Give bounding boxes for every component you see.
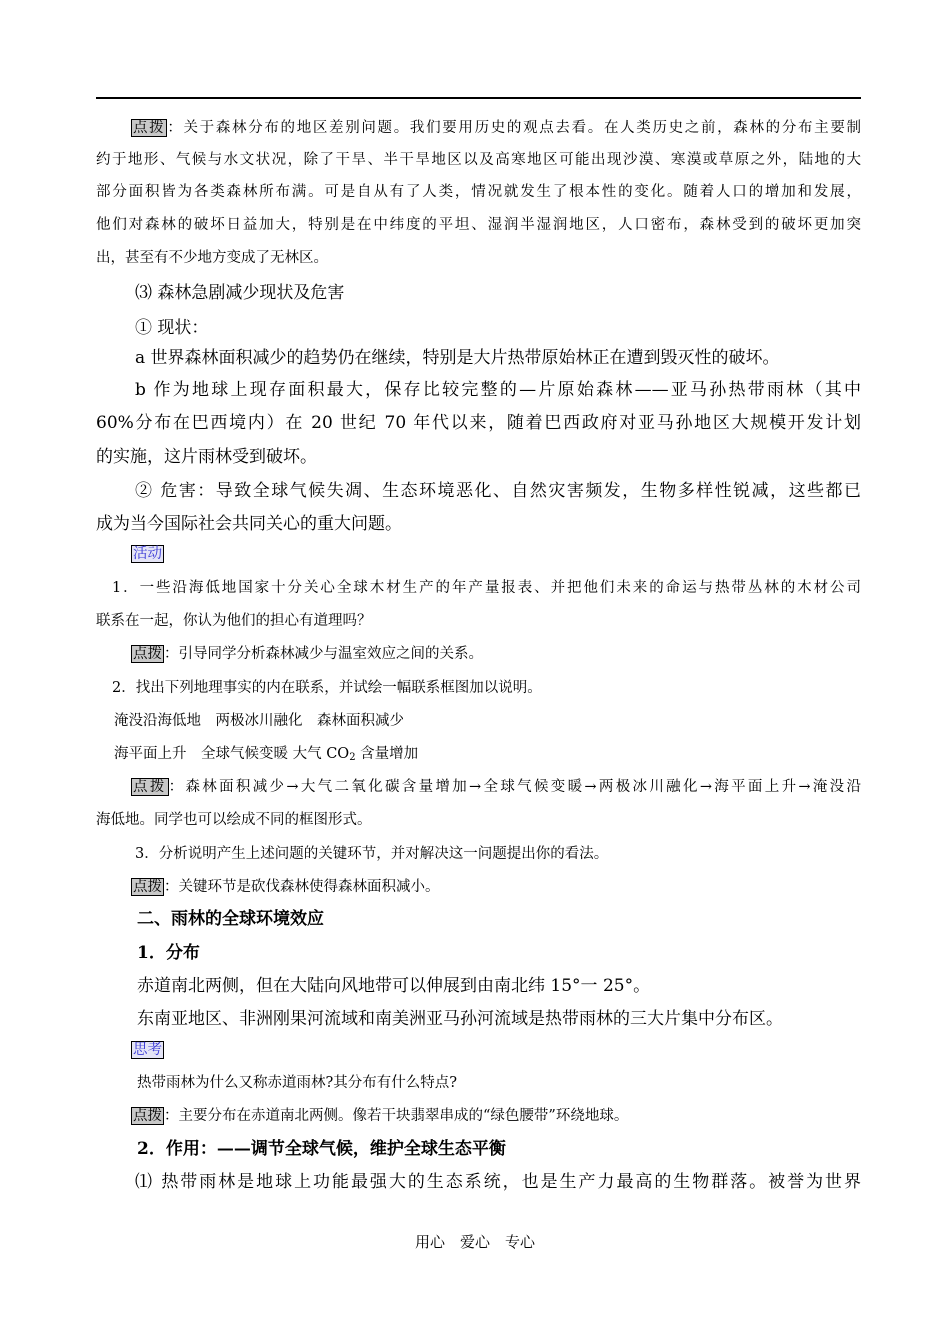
answer-line: 点拨 ：主要分布在赤道南北两侧。像若干块翡翠串成的“绿色腰带”环绕地球。 bbox=[133, 1108, 629, 1124]
question-line: 联系在一起，你认为他们的担心有道理吗？ bbox=[96, 613, 372, 629]
facts-line: 淹没沿海低地 两极冰川融化 森林面积减少 bbox=[114, 713, 404, 729]
subsection-heading: ① 现状： bbox=[135, 318, 209, 338]
answer-line: 点拨 ：关键环节是砍伐森林使得森林面积减小。 bbox=[133, 879, 440, 895]
body-line: 的实施，这片雨林受到破坏。 bbox=[96, 447, 317, 467]
page-footer: 用心 爱心 专心 bbox=[414, 1233, 535, 1251]
body-line: 赤道南北两侧，但在大陆向风地带可以伸展到由南北纬 15°一 25°。 bbox=[137, 976, 651, 996]
dianbo-tag: 点拨 bbox=[133, 646, 162, 662]
body-line: ⑴ 热带雨林是地球上功能最强大的生态系统，也是生产力最高的生物群落。被誉为世界 bbox=[135, 1172, 861, 1192]
note-paragraph-line: 约于地形、气候与水文状况，除了干旱、半干旱地区以及高寒地区可能出现沙漠、寒漠或草原之外，陆地的大 bbox=[96, 152, 861, 168]
part-heading: 二、雨林的全球环境效应 bbox=[137, 909, 324, 929]
question-line: 3．分析说明产生上述问题的关键环节，并对解决这一问题提出你的看法。 bbox=[135, 846, 609, 862]
body-line: b 作为地球上现存面积最大，保存比较完整的—片原始森林——亚马孙热带雨林（其中 bbox=[135, 380, 861, 400]
dianbo-tag: 点拨 bbox=[133, 879, 162, 895]
body-line: 成为当今国际社会共同关心的重大问题。 bbox=[96, 514, 402, 534]
section-heading: ⑶ 森林急剧减少现状及危害 bbox=[135, 283, 345, 303]
body-line: ② 危害：导致全球气候失凋、生态环境恶化、自然灾害频发，生物多样性锐减，这些都已 bbox=[135, 481, 861, 501]
activity-label bbox=[131, 546, 896, 563]
note-paragraph-line: 部分面积皆为各类森林所布满。可是自从有了人类，情况就发生了根本性的变化。随着人口的增加和发展， bbox=[96, 184, 861, 200]
question-line: 1．一些沿海低地国家十分关心全球木材生产的年产量报表、并把他们未来的命运与热带丛林的木材公司 bbox=[112, 580, 861, 596]
question-line: 2．找出下列地理事实的内在联系，并试绘一幅联系框图加以说明。 bbox=[112, 680, 542, 696]
body-line: 东南亚地区、非洲刚果河流域和南美洲亚马孙河流域是热带雨林的三大片集中分布区。 bbox=[137, 1009, 783, 1029]
dianbo-tag: 点拨 bbox=[133, 120, 166, 136]
sikao-tag: 思考 bbox=[133, 1042, 162, 1058]
body-line: 60%分布在巴西境内）在 20 世纪 70 年代以来，随着巴西政府对亚马孙地区大规模开发计划 bbox=[96, 413, 861, 433]
note-paragraph-line: 他们对森林的破坏日益加大，特别是在中纬度的平坦、湿润半湿润地区，人口密布，森林受到的破坏更加突 bbox=[96, 217, 861, 233]
body-line: a 世界森林面积减少的趋势仍在继续，特别是大片热带原始林正在遭到毁灭性的破坏。 bbox=[135, 348, 780, 368]
subsection-heading: 2．作用：——调节全球气候，维护全球生态平衡 bbox=[137, 1139, 506, 1159]
note-paragraph-line: 出，甚至有不少地方变成了无林区。 bbox=[96, 250, 328, 266]
facts-line: 海平面上升 全球气候变暖 大气 $CO_2$ 含量增加 bbox=[114, 746, 419, 763]
answer-line: 点拨 ：引导同学分析森林减少与温室效应之间的关系。 bbox=[133, 646, 483, 662]
note-paragraph-line: 点拨 ：关于森林分布的地区差别问题。我们要用历史的观点去看。在人类历史之前，森林的分布主要制 bbox=[133, 120, 861, 136]
subsection-heading: 1．分布 bbox=[137, 943, 200, 963]
dianbo-tag: 点拨 bbox=[133, 1108, 162, 1124]
dianbo-tag: 点拨 bbox=[133, 779, 167, 795]
header-rule bbox=[96, 97, 861, 99]
question-line: 热带雨林为什么又称赤道雨林?其分布有什么特点? bbox=[137, 1075, 458, 1091]
huodong-tag: 活动 bbox=[133, 546, 162, 562]
answer-line: 点拨 ：森林面积减少→大气二氧化碳含量增加→全球气候变暖→两极冰川融化→海平面上升→淹没沿 bbox=[133, 779, 861, 795]
answer-line: 海低地。同学也可以绘成不同的框图形式。 bbox=[96, 812, 372, 828]
think-label bbox=[131, 1042, 896, 1059]
